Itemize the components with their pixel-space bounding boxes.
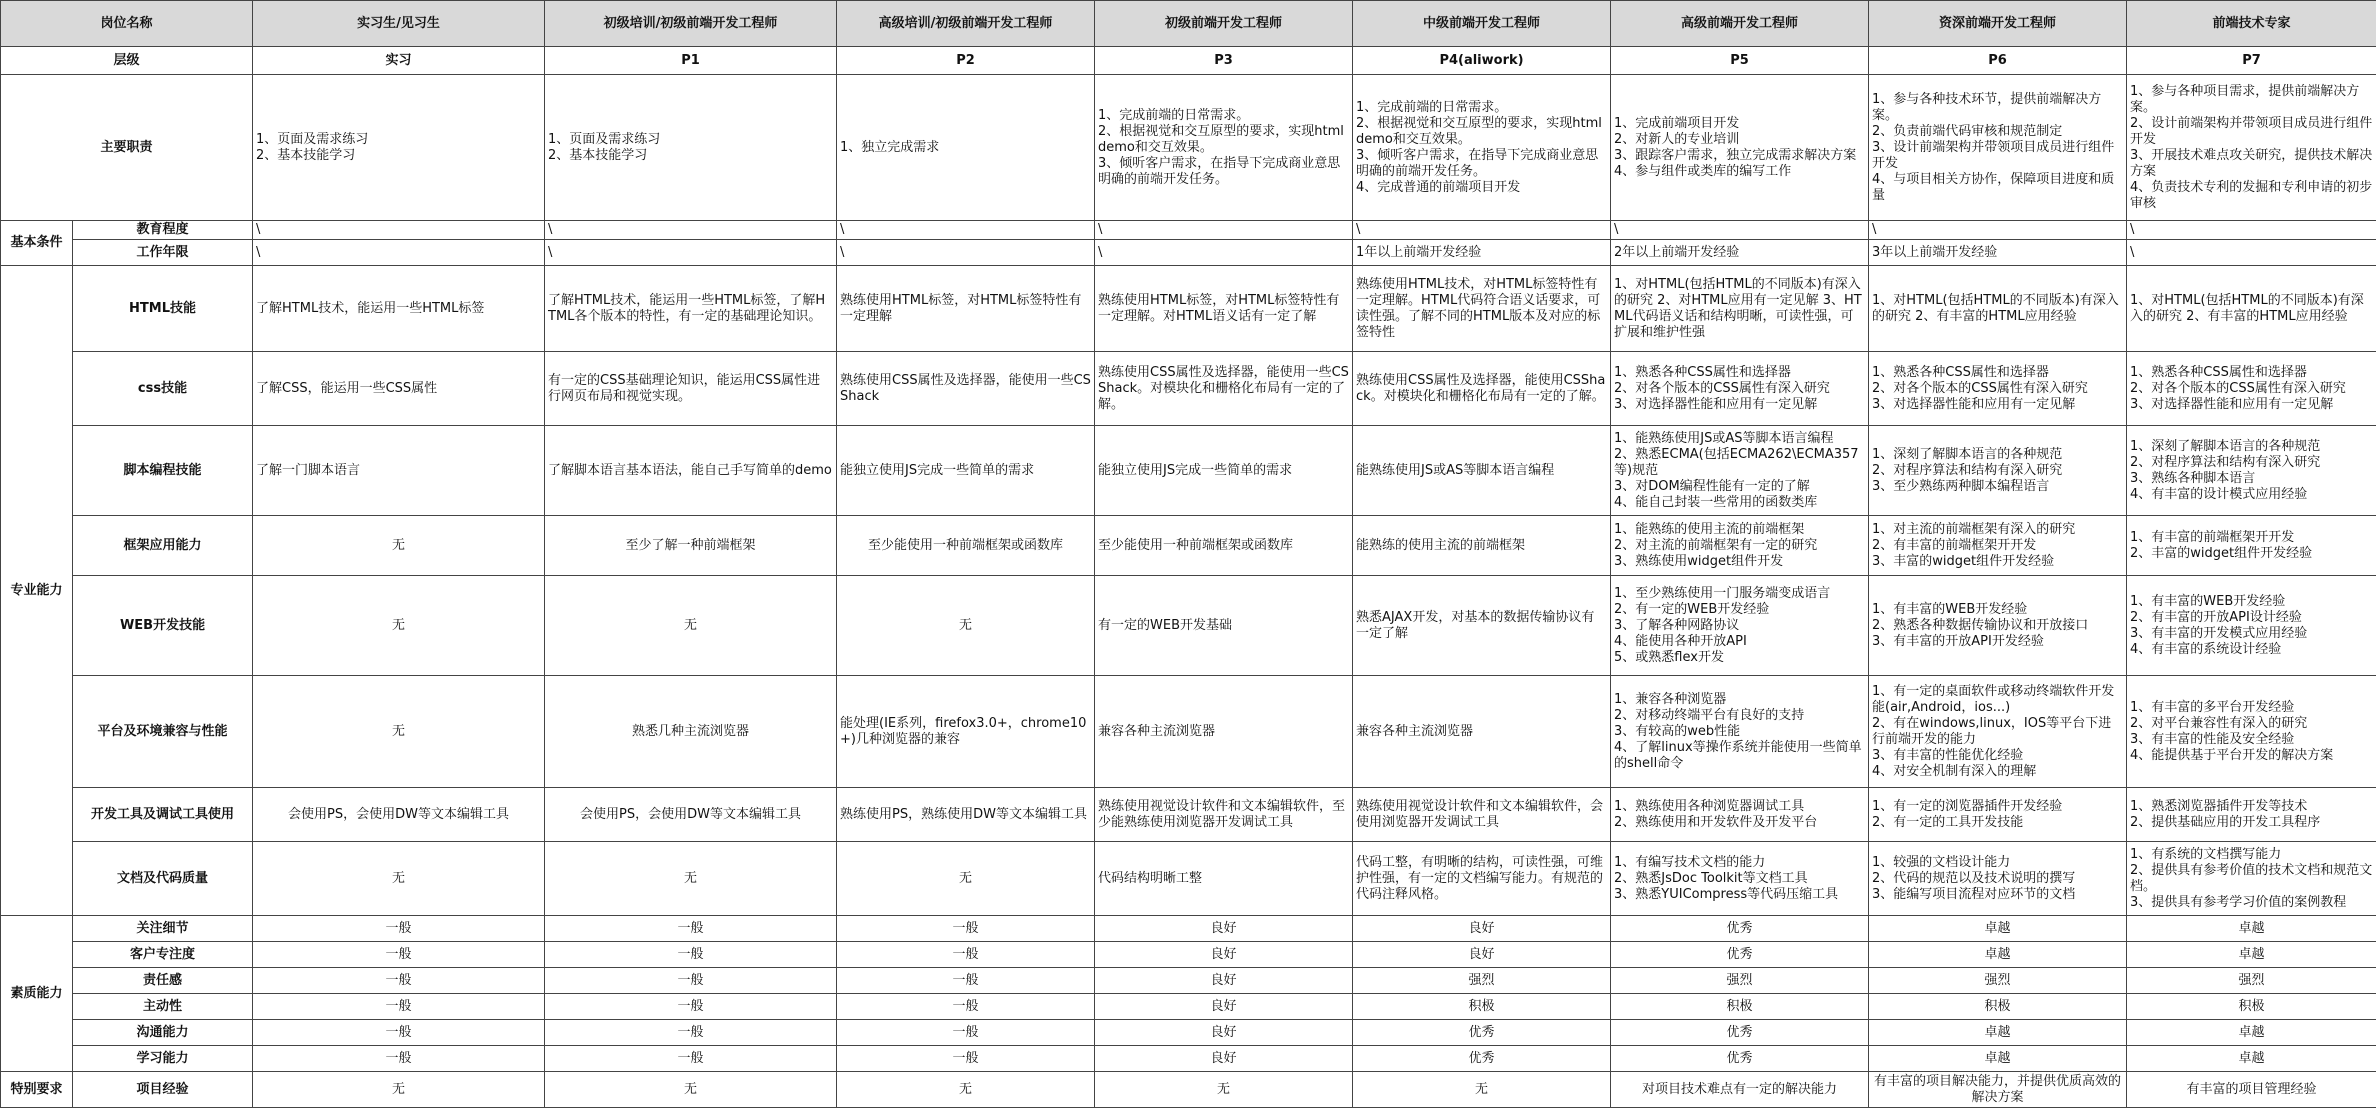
quality-cell: 良好: [1095, 994, 1353, 1020]
years-cell: \: [1095, 240, 1353, 266]
quality-cell: 卓越: [2127, 1046, 2376, 1072]
level-value: P4(aliwork): [1353, 47, 1611, 75]
education-cell: \: [1611, 221, 1869, 240]
skill-cell: 无: [837, 576, 1095, 676]
years-cell: \: [253, 240, 545, 266]
quality-cell: 积极: [1353, 994, 1611, 1020]
years-cell: \: [545, 240, 837, 266]
skill-cell: 无: [545, 576, 837, 676]
header-level-title: 初级培训/初级前端开发工程师: [545, 1, 837, 47]
education-row: [1, 221, 2376, 240]
quality-cell: 一般: [545, 916, 837, 942]
years-cell: \: [837, 240, 1095, 266]
skill-cell: 无: [253, 842, 545, 916]
skill-cell: 1、较强的文档设计能力 2、代码的规范以及技术说明的撰写 3、能编写项目流程对应环节的文档: [1869, 842, 2127, 916]
group-basic-conditions: 基本条件: [1, 221, 73, 266]
skill-cell: 熟练使用视觉设计软件和文本编辑软件，至少能熟练使用浏览器开发调试工具: [1095, 788, 1353, 842]
skill-label: HTML技能: [73, 266, 253, 352]
quality-cell: 一般: [837, 994, 1095, 1020]
skill-cell: 了解脚本语言基本语法，能自己手写简单的demo: [545, 426, 837, 516]
group-professional-skills: 专业能力: [1, 266, 73, 916]
skill-cell: 1、熟悉浏览器插件开发等技术 2、提供基础应用的开发工具程序: [2127, 788, 2376, 842]
skill-cell: 熟练使用HTML标签，对HTML标签特性有一定理解。对HTML语义话有一定了解: [1095, 266, 1353, 352]
quality-cell: 卓越: [1869, 1020, 2127, 1046]
duties-cell: 1、完成前端项目开发 2、对新人的专业培训 3、跟踪客户需求，独立完成需求解决方案 4、参与组件或类库的编写工作: [1611, 75, 1869, 221]
header-row: [1, 1, 2376, 47]
quality-cell: 良好: [1095, 1046, 1353, 1072]
skill-cell: 能处理(IE系列，firefox3.0+，chrome10+)几种浏览器的兼容: [837, 676, 1095, 788]
quality-cell: 卓越: [1869, 1046, 2127, 1072]
duties-cell: 1、页面及需求练习 2、基本技能学习: [545, 75, 837, 221]
quality-cell: 良好: [1095, 1020, 1353, 1046]
skill-cell: 1、有一定的浏览器插件开发经验 2、有一定的工具开发技能: [1869, 788, 2127, 842]
quality-cell: 强烈: [2127, 968, 2376, 994]
special-cell: 无: [1353, 1072, 1611, 1108]
skill-cell: 了解一门脚本语言: [253, 426, 545, 516]
special-label: 项目经验: [73, 1072, 253, 1108]
skill-cell: 熟练使用HTML标签，对HTML标签特性有一定理解: [837, 266, 1095, 352]
quality-cell: 一般: [253, 916, 545, 942]
quality-cell: 强烈: [1611, 968, 1869, 994]
quality-row: [1, 1020, 2376, 1046]
group-special-requirements: 特别要求: [1, 1072, 73, 1108]
skill-row: [1, 576, 2376, 676]
skill-cell: 能独立使用JS完成一些简单的需求: [837, 426, 1095, 516]
skill-label: WEB开发技能: [73, 576, 253, 676]
special-cell: 无: [1095, 1072, 1353, 1108]
skill-cell: 兼容各种主流浏览器: [1353, 676, 1611, 788]
skill-cell: 能熟练的使用主流的前端框架: [1353, 516, 1611, 576]
skill-cell: 1、熟悉各种CSS属性和选择器 2、对各个版本的CSS属性有深入研究 3、对选择器性能和应用有一定见解: [1611, 352, 1869, 426]
years-label: 工作年限: [73, 240, 253, 266]
duties-cell: 1、完成前端的日常需求。 2、根据视觉和交互原型的要求，实现htmldemo和交互效果。 3、倾听客户需求，在指导下完成商业意思明确的前端开发任务。: [1095, 75, 1353, 221]
quality-cell: 一般: [545, 1046, 837, 1072]
education-cell: \: [1869, 221, 2127, 240]
skill-cell: 1、有一定的桌面软件或移动终端软件开发能(air,Android，ios...) 2、有在windows,linux，IOS等平台下进行前端开发的能力 3、有丰富的性能优化经验 4、对安全机制有深入的理解: [1869, 676, 2127, 788]
skill-cell: 1、至少熟练使用一门服务端变成语言 2、有一定的WEB开发经验 3、了解各种网路协议 4、能使用各种开放API 5、或熟悉flex开发: [1611, 576, 1869, 676]
quality-cell: 优秀: [1353, 1046, 1611, 1072]
skill-cell: 1、有编写技术文档的能力 2、熟悉JsDoc Toolkit等文档工具 3、熟悉YUICompress等代码压缩工具: [1611, 842, 1869, 916]
skill-row: [1, 676, 2376, 788]
skill-row: [1, 788, 2376, 842]
duties-cell: 1、完成前端的日常需求。 2、根据视觉和交互原型的要求，实现htmldemo和交互效果。 3、倾听客户需求，在指导下完成商业意思明确的前端开发任务。 4、完成普通的前端项目开发: [1353, 75, 1611, 221]
education-cell: \: [2127, 221, 2376, 240]
special-cell: 无: [837, 1072, 1095, 1108]
quality-cell: 一般: [253, 1020, 545, 1046]
skill-cell: 1、能熟练使用JS或AS等脚本语言编程 2、熟悉ECMA(包括ECMA262\ECMA357等)规范 3、对DOM编程性能有一定的了解 4、能自己封装一些常用的函数类库: [1611, 426, 1869, 516]
special-row: [1, 1072, 2376, 1108]
quality-cell: 卓越: [2127, 942, 2376, 968]
quality-cell: 一般: [837, 1020, 1095, 1046]
quality-cell: 强烈: [1353, 968, 1611, 994]
skill-cell: 代码工整，有明晰的结构，可读性强，可维护性强，有一定的文档编写能力。有规范的代码注释风格。: [1353, 842, 1611, 916]
skill-label: 文档及代码质量: [73, 842, 253, 916]
quality-cell: 卓越: [2127, 1020, 2376, 1046]
quality-cell: 良好: [1095, 968, 1353, 994]
skill-label: 开发工具及调试工具使用: [73, 788, 253, 842]
skill-cell: 无: [253, 516, 545, 576]
quality-row: [1, 968, 2376, 994]
skill-cell: 了解HTML技术，能运用一些HTML标签，了解HTML各个版本的特性，有一定的基础理论知识。: [545, 266, 837, 352]
skill-cell: 1、熟练使用各种浏览器调试工具 2、熟练使用和开发软件及开发平台: [1611, 788, 1869, 842]
quality-cell: 一般: [545, 942, 837, 968]
quality-cell: 一般: [837, 968, 1095, 994]
skill-cell: 熟练使用CSS属性及选择器，能使用一些CSShack: [837, 352, 1095, 426]
level-value: P2: [837, 47, 1095, 75]
skill-cell: 至少能使用一种前端框架或函数库: [1095, 516, 1353, 576]
quality-label: 关注细节: [73, 916, 253, 942]
quality-row: [1, 1046, 2376, 1072]
duties-cell: 1、独立完成需求: [837, 75, 1095, 221]
skill-cell: 熟悉AJAX开发，对基本的数据传输协议有一定了解: [1353, 576, 1611, 676]
group-quality-abilities: 素质能力: [1, 916, 73, 1072]
years-cell: 1年以上前端开发经验: [1353, 240, 1611, 266]
header-level-title: 高级前端开发工程师: [1611, 1, 1869, 47]
skill-cell: 1、有系统的文档撰写能力 2、提供具有参考价值的技术文档和规范文档。 3、提供具有参考学习价值的案例教程: [2127, 842, 2376, 916]
skill-label: css技能: [73, 352, 253, 426]
skill-cell: 1、有丰富的WEB开发经验 2、熟悉各种数据传输协议和开放接口 3、有丰富的开放API开发经验: [1869, 576, 2127, 676]
skill-cell: 1、有丰富的多平台开发经验 2、对平台兼容性有深入的研究 3、有丰富的性能及安全经验 4、能提供基于平台开发的解决方案: [2127, 676, 2376, 788]
skill-cell: 无: [837, 842, 1095, 916]
skill-cell: 无: [253, 676, 545, 788]
header-level-title: 资深前端开发工程师: [1869, 1, 2127, 47]
quality-cell: 优秀: [1611, 916, 1869, 942]
skill-cell: 熟练使用CSS属性及选择器，能使用一些CSShack。对模块化和栅格化布局有一定的了解。: [1095, 352, 1353, 426]
quality-cell: 良好: [1353, 916, 1611, 942]
quality-label: 主动性: [73, 994, 253, 1020]
years-row: [1, 240, 2376, 266]
skill-cell: 了解CSS，能运用一些CSS属性: [253, 352, 545, 426]
skill-cell: 代码结构明晰工整: [1095, 842, 1353, 916]
quality-cell: 积极: [1869, 994, 2127, 1020]
skill-cell: 1、有丰富的前端框架开开发 2、丰富的widget组件开发经验: [2127, 516, 2376, 576]
skill-cell: 熟练使用CSS属性及选择器，能使用CSShack。对模块化和栅格化布局有一定的了解。: [1353, 352, 1611, 426]
skill-row: [1, 266, 2376, 352]
quality-cell: 一般: [837, 942, 1095, 968]
duties-cell: 1、参与各种技术环节，提供前端解决方案。 2、负责前端代码审核和规范制定 3、设计前端架构并带领项目成员进行组件开发 4、与项目相关方协作，保障项目进度和质量: [1869, 75, 2127, 221]
skill-cell: 1、兼容各种浏览器 2、对移动终端平台有良好的支持 3、有较高的web性能 4、了解linux等操作系统并能使用一些简单的shell命令: [1611, 676, 1869, 788]
education-cell: \: [1095, 221, 1353, 240]
years-cell: 2年以上前端开发经验: [1611, 240, 1869, 266]
quality-cell: 一般: [837, 916, 1095, 942]
skill-cell: 1、熟悉各种CSS属性和选择器 2、对各个版本的CSS属性有深入研究 3、对选择器性能和应用有一定见解: [2127, 352, 2376, 426]
special-cell: 对项目技术难点有一定的解决能力: [1611, 1072, 1869, 1108]
skill-label: 平台及环境兼容与性能: [73, 676, 253, 788]
level-row: [1, 47, 2376, 75]
skill-cell: 1、有丰富的WEB开发经验 2、有丰富的开放API设计经验 3、有丰富的开发模式应用经验 4、有丰富的系统设计经验: [2127, 576, 2376, 676]
special-cell: 无: [545, 1072, 837, 1108]
skill-cell: 熟悉几种主流浏览器: [545, 676, 837, 788]
header-level-title: 前端技术专家: [2127, 1, 2376, 47]
skill-label: 脚本编程技能: [73, 426, 253, 516]
skill-row: [1, 516, 2376, 576]
skill-cell: 至少能使用一种前端框架或函数库: [837, 516, 1095, 576]
skill-cell: 1、能熟练的使用主流的前端框架 2、对主流的前端框架有一定的研究 3、熟练使用widget组件开发: [1611, 516, 1869, 576]
skill-cell: 1、深刻了解脚本语言的各种规范 2、对程序算法和结构有深入研究 3、至少熟练两种脚本编程语言: [1869, 426, 2127, 516]
special-cell: 有丰富的项目解决能力，并提供优质高效的解决方案: [1869, 1072, 2127, 1108]
quality-cell: 卓越: [2127, 916, 2376, 942]
skill-cell: 会使用PS，会使用DW等文本编辑工具: [253, 788, 545, 842]
duties-cell: 1、参与各种项目需求，提供前端解决方案。 2、设计前端架构并带领项目成员进行组件开发 3、开展技术难点攻关研究，提供技术解决方案 4、负责技术专利的发掘和专利申请的初步审核: [2127, 75, 2376, 221]
quality-cell: 积极: [2127, 994, 2376, 1020]
skill-cell: 兼容各种主流浏览器: [1095, 676, 1353, 788]
education-cell: \: [1353, 221, 1611, 240]
skill-cell: 1、对HTML(包括HTML的不同版本)有深入的研究 2、有丰富的HTML应用经验: [1869, 266, 2127, 352]
level-value: P6: [1869, 47, 2127, 75]
years-cell: \: [2127, 240, 2376, 266]
skill-cell: 了解HTML技术，能运用一些HTML标签: [253, 266, 545, 352]
education-label: 教育程度: [73, 221, 253, 240]
header-level-title: 实习生/见习生: [253, 1, 545, 47]
skill-cell: 1、对HTML(包括HTML的不同版本)有深入的研究 2、有丰富的HTML应用经验: [2127, 266, 2376, 352]
quality-label: 沟通能力: [73, 1020, 253, 1046]
duties-row: [1, 75, 2376, 221]
quality-cell: 一般: [253, 942, 545, 968]
skill-row: [1, 842, 2376, 916]
level-value: P1: [545, 47, 837, 75]
special-cell: 有丰富的项目管理经验: [2127, 1072, 2376, 1108]
skill-cell: 1、对HTML(包括HTML的不同版本)有深入的研究 2、对HTML应用有一定见解 3、HTML代码语义话和结构明晰，可读性强，可扩展和维护性强: [1611, 266, 1869, 352]
quality-cell: 良好: [1095, 916, 1353, 942]
skill-cell: 1、深刻了解脚本语言的各种规范 2、对程序算法和结构有深入研究 3、熟练各种脚本语言 4、有丰富的设计模式应用经验: [2127, 426, 2376, 516]
level-value: P3: [1095, 47, 1353, 75]
skill-cell: 熟练使用视觉设计软件和文本编辑软件，会使用浏览器开发调试工具: [1353, 788, 1611, 842]
skill-cell: 有一定的WEB开发基础: [1095, 576, 1353, 676]
quality-row: [1, 942, 2376, 968]
quality-cell: 优秀: [1353, 1020, 1611, 1046]
quality-cell: 良好: [1353, 942, 1611, 968]
skill-cell: 有一定的CSS基础理论知识，能运用CSS属性进行网页布局和视觉实现。: [545, 352, 837, 426]
quality-cell: 一般: [545, 994, 837, 1020]
header-position-name: 岗位名称: [1, 1, 253, 47]
quality-cell: 一般: [253, 994, 545, 1020]
quality-label: 客户专注度: [73, 942, 253, 968]
quality-cell: 良好: [1095, 942, 1353, 968]
skill-cell: 至少了解一种前端框架: [545, 516, 837, 576]
skill-cell: 能独立使用JS完成一些简单的需求: [1095, 426, 1353, 516]
quality-row: [1, 994, 2376, 1020]
special-cell: 无: [253, 1072, 545, 1108]
quality-cell: 优秀: [1611, 1020, 1869, 1046]
quality-cell: 一般: [837, 1046, 1095, 1072]
header-level-title: 初级前端开发工程师: [1095, 1, 1353, 47]
skill-cell: 熟练使用HTML技术，对HTML标签特性有一定理解。HTML代码符合语义话要求，可读性强。了解不同的HTML版本及对应的标签特性: [1353, 266, 1611, 352]
quality-cell: 强烈: [1869, 968, 2127, 994]
years-cell: 3年以上前端开发经验: [1869, 240, 2127, 266]
quality-row: [1, 916, 2376, 942]
quality-cell: 一般: [253, 1046, 545, 1072]
skill-cell: 无: [253, 576, 545, 676]
header-level-title: 高级培训/初级前端开发工程师: [837, 1, 1095, 47]
quality-cell: 积极: [1611, 994, 1869, 1020]
level-label: 层级: [1, 47, 253, 75]
header-level-title: 中级前端开发工程师: [1353, 1, 1611, 47]
skill-row: [1, 426, 2376, 516]
education-cell: \: [545, 221, 837, 240]
skill-cell: 能熟练使用JS或AS等脚本语言编程: [1353, 426, 1611, 516]
quality-cell: 卓越: [1869, 942, 2127, 968]
quality-cell: 一般: [545, 1020, 837, 1046]
quality-cell: 卓越: [1869, 916, 2127, 942]
quality-label: 学习能力: [73, 1046, 253, 1072]
quality-cell: 一般: [545, 968, 837, 994]
skill-cell: 会使用PS，会使用DW等文本编辑工具: [545, 788, 837, 842]
skill-row: [1, 352, 2376, 426]
skill-label: 框架应用能力: [73, 516, 253, 576]
quality-cell: 一般: [253, 968, 545, 994]
skill-cell: 1、熟悉各种CSS属性和选择器 2、对各个版本的CSS属性有深入研究 3、对选择器性能和应用有一定见解: [1869, 352, 2127, 426]
level-value: P7: [2127, 47, 2376, 75]
education-cell: \: [253, 221, 545, 240]
quality-cell: 优秀: [1611, 942, 1869, 968]
level-value: 实习: [253, 47, 545, 75]
skill-cell: 1、对主流的前端框架有深入的研究 2、有丰富的前端框架开开发 3、丰富的widget组件开发经验: [1869, 516, 2127, 576]
duties-cell: 1、页面及需求练习 2、基本技能学习: [253, 75, 545, 221]
duties-label: 主要职责: [1, 75, 253, 221]
level-value: P5: [1611, 47, 1869, 75]
quality-cell: 优秀: [1611, 1046, 1869, 1072]
skill-cell: 无: [545, 842, 837, 916]
skill-cell: 熟练使用PS，熟练使用DW等文本编辑工具: [837, 788, 1095, 842]
quality-label: 责任感: [73, 968, 253, 994]
education-cell: \: [837, 221, 1095, 240]
